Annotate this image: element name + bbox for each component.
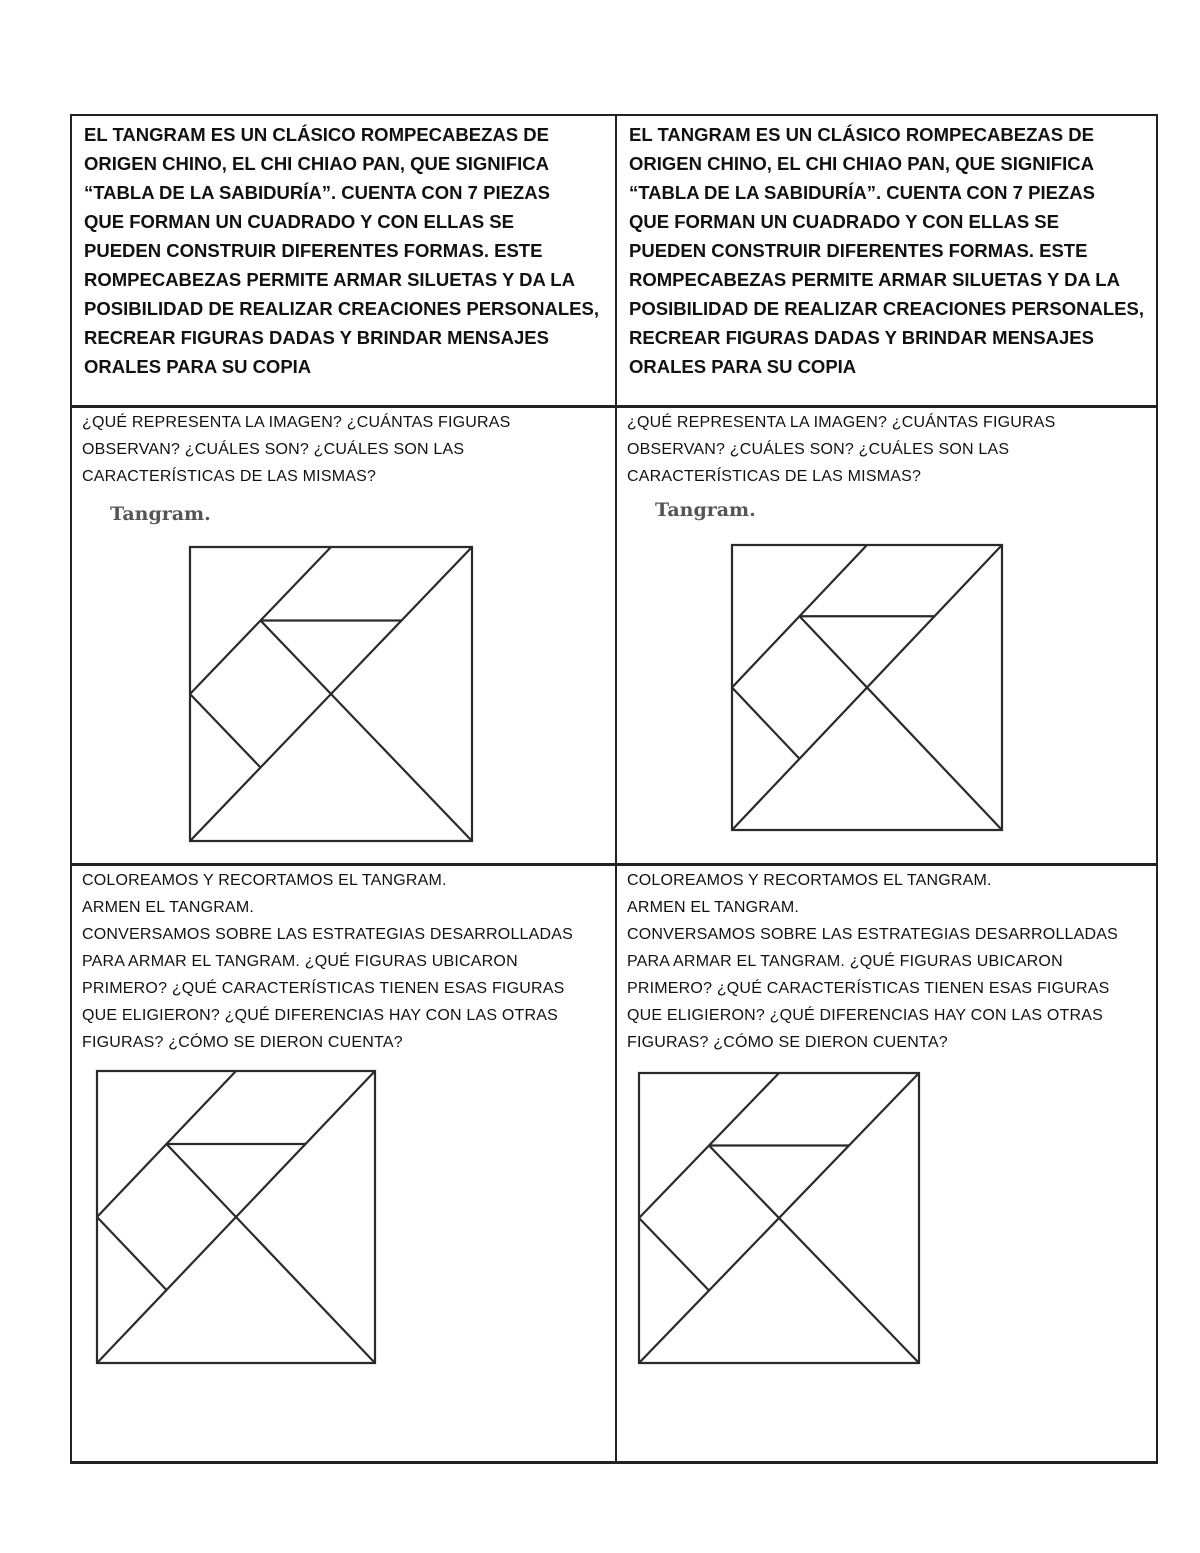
tangram-caption: Tangram.: [110, 503, 211, 525]
activity-cell-right: [615, 863, 1158, 1464]
activity-text: COLOREAMOS Y RECORTAMOS EL TANGRAM. ARMEN EL TANGRAM. CONVERSAMOS SOBRE LAS ESTRATEGIAS DESARROLLADAS PARA ARMAR EL TANGRAM. ¿QUÉ FIGURAS UBICARON PRIMERO? ¿QUÉ CARACTERÍSTICAS TIENEN ESAS FIGURAS QUE ELIGIERON? ¿QUÉ DIFERENCIAS HAY CON LAS OTRAS FIGURAS? ¿CÓMO SE DIERON CUENTA?: [82, 872, 574, 1051]
activity-text: COLOREAMOS Y RECORTAMOS EL TANGRAM. ARMEN EL TANGRAM. CONVERSAMOS SOBRE LAS ESTRATEGIAS DESARROLLADAS PARA ARMAR EL TANGRAM. ¿QUÉ FIGURAS UBICARON PRIMERO? ¿QUÉ CARACTERÍSTICAS TIENEN ESAS FIGURAS QUE ELIGIERON? ¿QUÉ DIFERENCIAS HAY CON LAS OTRAS FIGURAS? ¿CÓMO SE DIERON CUENTA?: [627, 872, 1119, 1051]
tangram-diagram: [97, 1071, 375, 1363]
tangram-diagram: [732, 545, 1002, 830]
worksheet-table: [70, 114, 1158, 1464]
questions-text: ¿QUÉ REPRESENTA LA IMAGEN? ¿CUÁNTAS FIGURAS OBSERVAN? ¿CUÁLES SON? ¿CUÁLES SON LAS CARACTERÍSTICAS DE LAS MISMAS?: [82, 414, 511, 485]
activity-cell-left: [70, 863, 615, 1464]
intro-cell-right: [615, 114, 1158, 405]
tangram-diagram: [190, 547, 472, 841]
intro-text: EL TANGRAM ES UN CLÁSICO ROMPECABEZAS DE ORIGEN CHINO, EL CHI CHIAO PAN, QUE SIGNIFICA “TABLA DE LA SABIDURÍA”. CUENTA CON 7 PIEZAS QUE FORMAN UN CUADRADO Y CON ELLAS SE PUEDEN CONSTRUIR DIFERENTES FORMAS. ESTE ROMPECABEZAS PERMITE ARMAR SILUETAS Y DA LA POSIBILIDAD DE REALIZAR CREACIONES PERSONALES, RECREAR FIGURAS DADAS Y BRINDAR MENSAJES ORALES PARA SU COPIA: [84, 124, 599, 377]
tangram-diagram: [639, 1073, 919, 1363]
questions-cell-left: [70, 405, 615, 863]
intro-text: EL TANGRAM ES UN CLÁSICO ROMPECABEZAS DE ORIGEN CHINO, EL CHI CHIAO PAN, QUE SIGNIFICA “TABLA DE LA SABIDURÍA”. CUENTA CON 7 PIEZAS QUE FORMAN UN CUADRADO Y CON ELLAS SE PUEDEN CONSTRUIR DIFERENTES FORMAS. ESTE ROMPECABEZAS PERMITE ARMAR SILUETAS Y DA LA POSIBILIDAD DE REALIZAR CREACIONES PERSONALES, RECREAR FIGURAS DADAS Y BRINDAR MENSAJES ORALES PARA SU COPIA: [629, 124, 1144, 377]
questions-text: ¿QUÉ REPRESENTA LA IMAGEN? ¿CUÁNTAS FIGURAS OBSERVAN? ¿CUÁLES SON? ¿CUÁLES SON LAS CARACTERÍSTICAS DE LAS MISMAS?: [627, 414, 1056, 485]
questions-cell-right: [615, 405, 1158, 863]
intro-cell-left: [70, 114, 615, 405]
tangram-caption: Tangram.: [655, 499, 756, 521]
